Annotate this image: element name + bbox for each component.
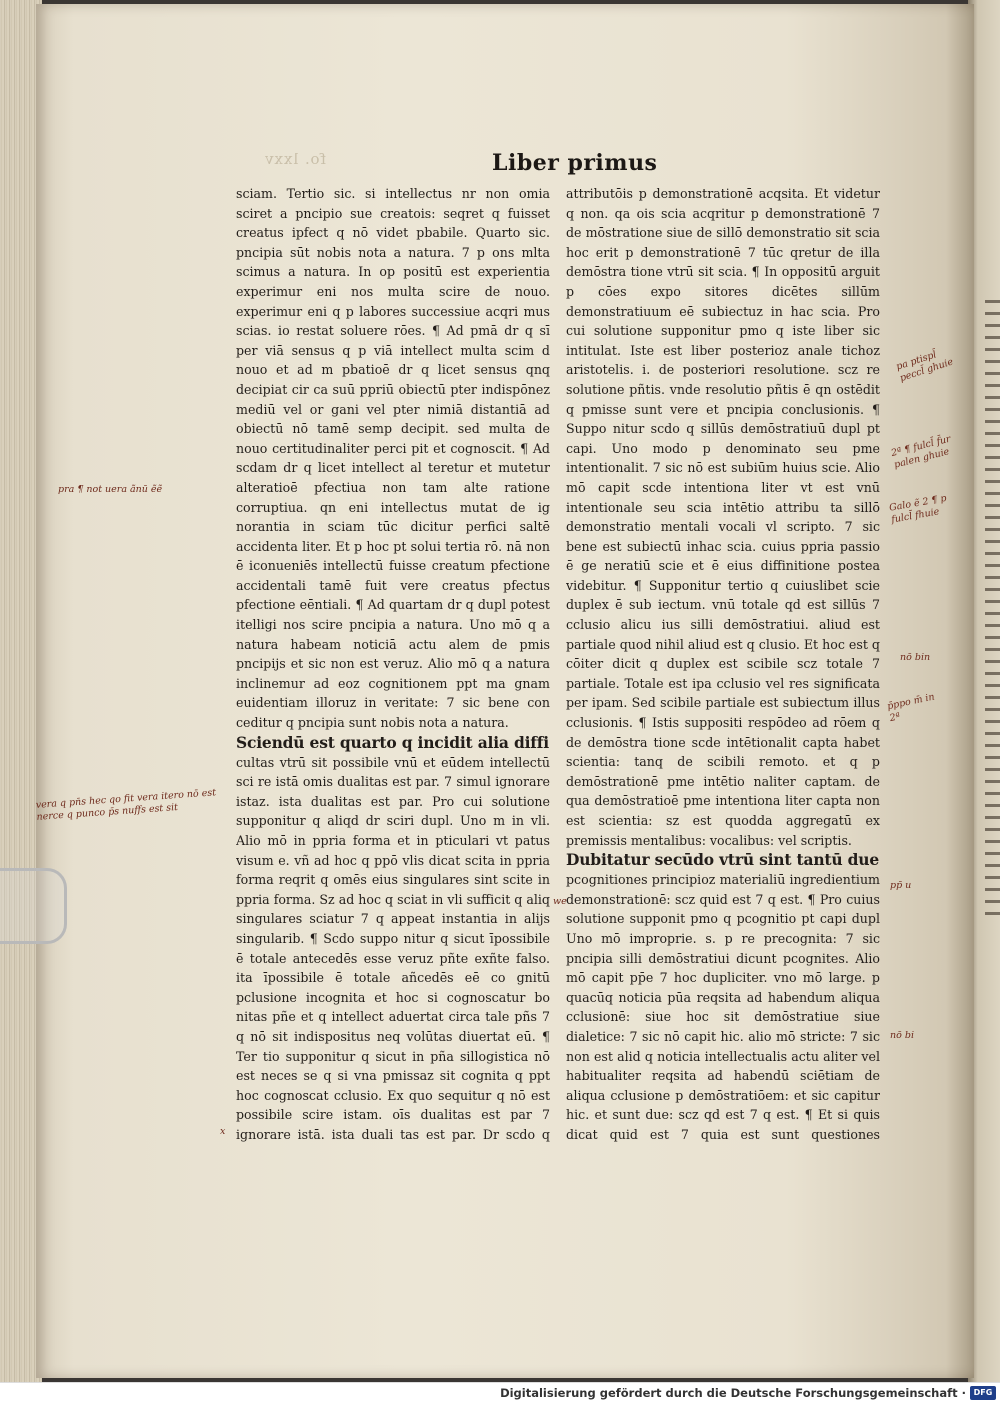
footer-bar bbox=[0, 1382, 1000, 1404]
marginal-note: pa ptispl̄ peccl̄ ghuie bbox=[894, 349, 955, 385]
text-block: attributōis p demonstrationē acqsita. Et videtur q non. qa ois scia acqritur p demonstrationē 7 de mōstratione siue de sillō demonstratio sit scia hoc erit p demonstrationē 7 tūc qretur de illa demōstra tione vtrū sit scia. ¶ In oppositū arguit p cōes expo sitores dicētes sillūm demonstratiuum eē subiectuz in hac scia. Pro cui solutione supponitur pmo q iste liber sic intitulat. Iste est liber posterioz anale tichoz aristotelis. i. de posteriori resolutione. scz re solutione pñtis. vnde resolutio pñtis ē qn ostēdit q pmisse sunt vere et pncipia conclusionis. ¶ Suppo nitur scdo q sillūs demōstratiuū dupl pt capi. Uno modo p denominato seu pme intentionalit. 7 sic nō est subiūm huius scie. Alio mō capit scde intentiona liter vt est vnū intentionale seu scia intētio attribu ta sillō demonstratio mentali vocali vl scripto. 7 sic bene est subiectū inhac scia. cuius ppria passio ē ge neratiū scie et ē eius diffinitione postea videbitur. ¶ Supponitur tertio q cuiuslibet scie duplex ē sub iectum. vnū totale qd est sillūs 7 cclusio alicu ius silli demōstratiui. aliud est partiale quod nihil aliud est q clusio. Et hoc est q cōiter dicit q duplex est scibile scz totale 7 partiale. Totale est ipa cclusio vel res significata per ipam. Sed scibile partiale est subiectum illus cclusionis. ¶ Istis suppositi respōdeo ad rōem q de demōstra tione scde intētionalit capta habet scientia: tanq de scibili remoto. et q p demōstrationē pme intētio naliter captam. de qua demōstratioē pme intentiona liter capta non est scientia: sz est quodda aggregatū ex premissis mentalibus: vocalibus: vel scriptis. bbox=[566, 186, 880, 848]
section-heading: Sciendū est quarto q incidit alia diffi bbox=[236, 732, 549, 752]
binding-clasp bbox=[0, 868, 67, 944]
dfg-logo-icon[interactable]: DFG bbox=[970, 1386, 996, 1400]
funding-credit: Digitalisierung gefördert durch die Deutsche Forschungsgemeinschaft · bbox=[500, 1386, 966, 1400]
marginal-note: nō bi bbox=[890, 1030, 914, 1041]
marginal-note: pp̄ u bbox=[890, 880, 912, 891]
facing-page-text-strip bbox=[985, 300, 1000, 920]
marginal-note: x bbox=[220, 1126, 226, 1137]
text-block: pcognitiones principioz materialiū ingredientium demonstrationē: scz quid est 7 q est. ¶ Pro cuius solutione supponit pmo q pcognitio pt capi dupl Uno mō improprie. s. p re precognita: 7 sic pncipia silli demōstratiui dicunt pcognites. Alio mō capit pp̄e 7 hoc dupliciter. vno mō large. p quacūq noticia pūa reqsita ad habendum aliqua cclusionē: siue hoc sit demōstratiue siue dialetice: 7 sic nō capit hic. alio mō stricte: 7 sic non est alid q noticia intellectualis actu aliter vel habitualiter reqsita ad habendū sciētiam de aliqua cclusione p demōstratiōem: et sic capitur hic. et sunt due: scz qd est 7 q est. ¶ Et si quis dicat quid est 7 quia est sunt questiones bbox=[566, 872, 880, 1142]
marginal-note: p̄ppo m̄ in 2ª bbox=[886, 691, 936, 724]
left-text-column bbox=[236, 184, 550, 1146]
marginal-note: 2ª ¶ fulcl̄ f̄ur palen ghuie bbox=[890, 433, 952, 471]
marginal-note: pra ¶ not uera ãnū ẽẽ bbox=[58, 484, 163, 495]
ghost-folio-number: fo. lxxv bbox=[264, 150, 327, 168]
marginal-note: nō bin bbox=[900, 652, 931, 663]
marginal-note: vera q pn̄s hec qo fit vera itero nō est nerce q punco p̄s nuffs est sit bbox=[35, 787, 217, 823]
marginal-note: Galo ẽ 2 ¶ p fulcl̄ fhuie bbox=[888, 492, 948, 526]
marginal-note: we bbox=[553, 896, 567, 907]
running-head: Liber primus bbox=[492, 150, 658, 176]
text-block: sciam. Tertio sic. si intellectus nr non omia sciret a pncipio sue creatois: seqret q fuisset creatus ipfect q nō videt pbabile. Quarto sic. pncipia sūt nobis nota a natura. 7 p ons mlta scimus a natura. In op positū est experientia experimur eni nos multa scire de nouo. experimur eni q p labores successiue acqri mus scias. io restat soluere rōes. ¶ Ad pmā dr q sī per viā sensus q p viā intellect multa scim d nouo et ad m pbatioē dr q licet sensus qnq decipiat cir ca suū ppriū obiectū pter indispōnez mediū vel or gani vel pter nimiā distantiā ad obiectū nō tamē semp decipit. sed multa de nouo certitudinaliter perci pit et cognoscit. ¶ Ad scdam dr q licet intellect al teretur et mutetur alteratioē pfectiua non tam alte ratione corruptiua. qn eni intellectus mutat de ig norantia in sciam tūc dicitur perfici saltē accidenta liter. Et p hoc pt solui tertia rō. nā non ē iconueniēs intellectū fuisse creatum pfectione accidentali tamē fuit vere creatus pfectus pfectione eēntiali. ¶ Ad quartam dr q dupl potest itelligi nos scire pncipia a natura. Uno mō q a natura habeam noticiā actu alem de pmis pncipijs et sic non est veruz. Alio mō q a natura inclinemur ad eoz cognitionem ppt ma gnam euidentiam illoruz in veritate: 7 sic bene con ceditur q pncipia sunt nobis nota a natura. bbox=[236, 186, 550, 731]
section-heading: Dubitatur secūdo vtrū sint tantū due bbox=[566, 850, 880, 870]
right-text-column bbox=[566, 184, 880, 1146]
text-block: cultas vtrū sit possibile vnū et eūdem intellectū sci re istā omis dualitas est par. 7 simul ignorare istaz. ista dualitas est par. Pro cui solutione supponitur q aliqd dr sciri dupl. Uno m in vli. Alio mō in ppria forma et in pticulari vt patus visum e. vñ ad hoc q ppō vlis dicat scita in ppria forma reqrit q omēs eius singulares sint scite in ppria forma. Sz ad hoc q sciat in vli sufficit q aliq singulares sciatur 7 q appeat instantia in alijs singularib. ¶ Scdo suppo nitur q sicut īpossibile ē totale antecedēs esse veruz pñte exñte falso. ita īpossibile ē totale añcedēs eē co gnitū pclusione incognita et hoc si cognoscatur bo nitas pñe et q intellect aduertat circa tale pñs 7 q nō sit indispositus neq volūtas diuertat eū. ¶ Ter tio supponitur q sicut in pña sillogistica nō est neces se q si vna pmissaz sit cognita q ppt hoc cognoscat cclusio. Ex quo sequitur q nō est possibile scire istam. oīs dualitas est par 7 ignorare istā. ista duali tas est par. Dr scdo q bbox=[236, 754, 550, 1142]
